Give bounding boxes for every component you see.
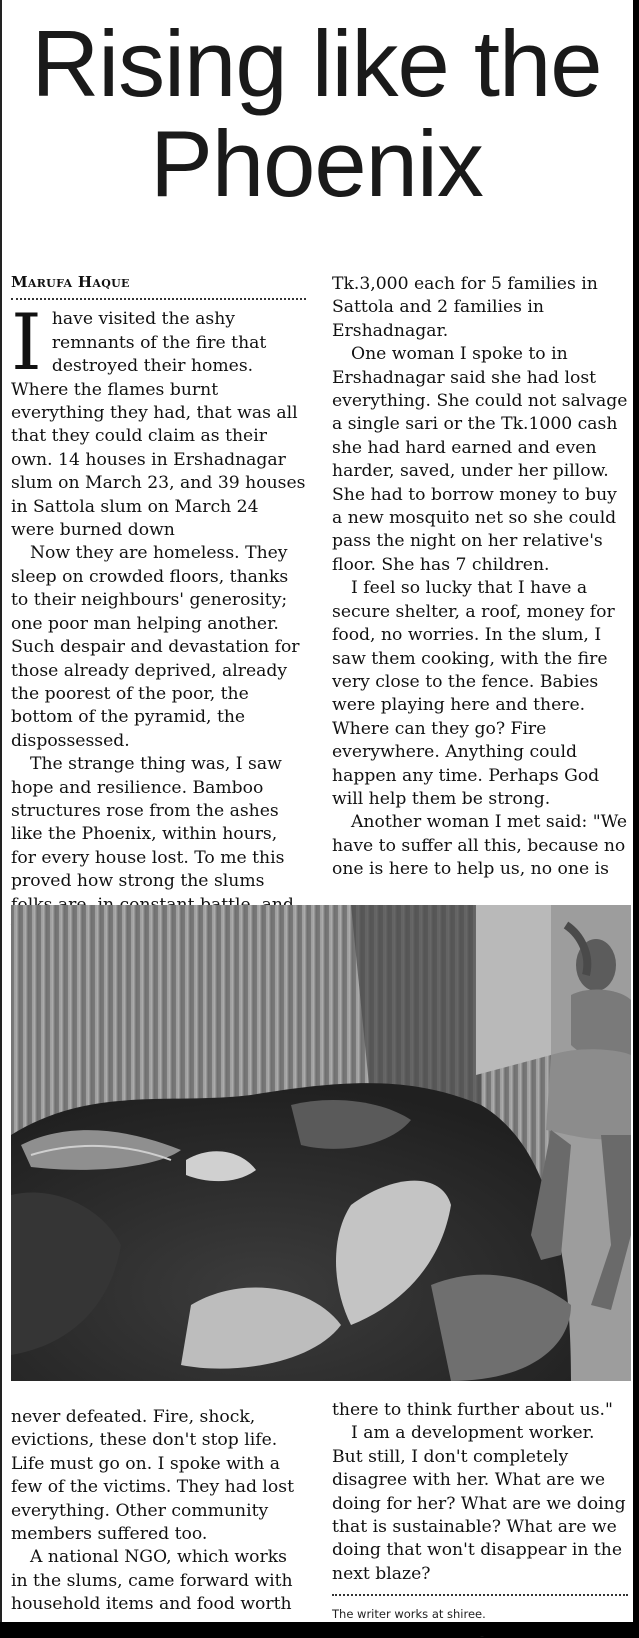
column-top-left <box>11 271 306 940</box>
paragraph-text: have visited the ashy remnants of the fire that destroyed their homes. Where the flames burnt everything they had, that was all that they could claim as their own. 14 houses in Ershadnagar slum on March 23, and 39 houses in Sattola slum on March 24 were burned down <box>11 309 306 541</box>
paragraph: I am a development worker. But still, I don't completely disagree with her. What are we doing for her? What are we doing that is sustainable? What are we doing that won't disappear in the next blaze? <box>332 1423 626 1584</box>
paragraph: Tk.3,000 each for 5 families in Sattola and 2 families in Ershadnagar. <box>332 274 598 341</box>
burnt-belongings-photo <box>11 905 631 1381</box>
column-bottom-right <box>332 1399 628 1638</box>
paragraph: never defeated. Fire, shock, evictions, these don't stop life. Life must go on. I spoke with a few of the victims. They had lost everything. Other community members suffered too. <box>11 1407 295 1545</box>
paragraph: One woman I spoke to in Ershadnagar said she had lost everything. She could not salvage a single sari or the Tk.1000 cash she had hard earned and even harder, saved, under her pillow. She had to borrow money to buy a new mosquito net so she could pass the night on her relative's floor. She has 7 children. <box>332 344 628 575</box>
headline-line-2: Phoenix <box>150 111 483 216</box>
paragraph: The strange thing was, I saw hope and resilience. Bamboo structures rose from the ashes like the Phoenix, within hours, for every house lost. To me this proved how strong the slums <box>11 754 285 892</box>
article-photo <box>11 905 631 1381</box>
byline: Marufa Haque <box>11 271 306 300</box>
paragraph: Another woman I met said: "We have to suffer all this, because no one is here to help us, no one is <box>332 812 628 880</box>
paragraph <box>11 298 306 542</box>
paragraph: Now they are homeless. They sleep on crowded floors, thanks to their neighbours' generosity; one poor man helping another. Such despair and devastation for those already deprived, already the poorest of the poor, the bottom of the pyramid, the dispossessed. <box>11 543 300 751</box>
paragraph: there to think further about us." <box>332 1400 613 1420</box>
paragraph: I feel so lucky that I have a secure shelter, a roof, money for food, no worries. In the slum, I saw them cooking, with the fire very close to the fence. Babies were playing here and there. Where can they go? Fire everywhere. Anything could happen any time. Perhaps God will help them be strong. <box>332 578 615 809</box>
page-edge <box>0 1622 639 1636</box>
paragraph: A national NGO, which works in the slums, came forward with household items and food worth <box>11 1547 293 1615</box>
dropcap: I <box>11 298 42 389</box>
column-top-right <box>332 273 628 882</box>
column-bottom-left <box>11 1406 306 1617</box>
headline <box>0 11 633 216</box>
page-border <box>0 0 2 1622</box>
headline-line-1: Rising like the <box>31 11 602 116</box>
author-note: The writer works at shiree. <box>332 1607 486 1622</box>
